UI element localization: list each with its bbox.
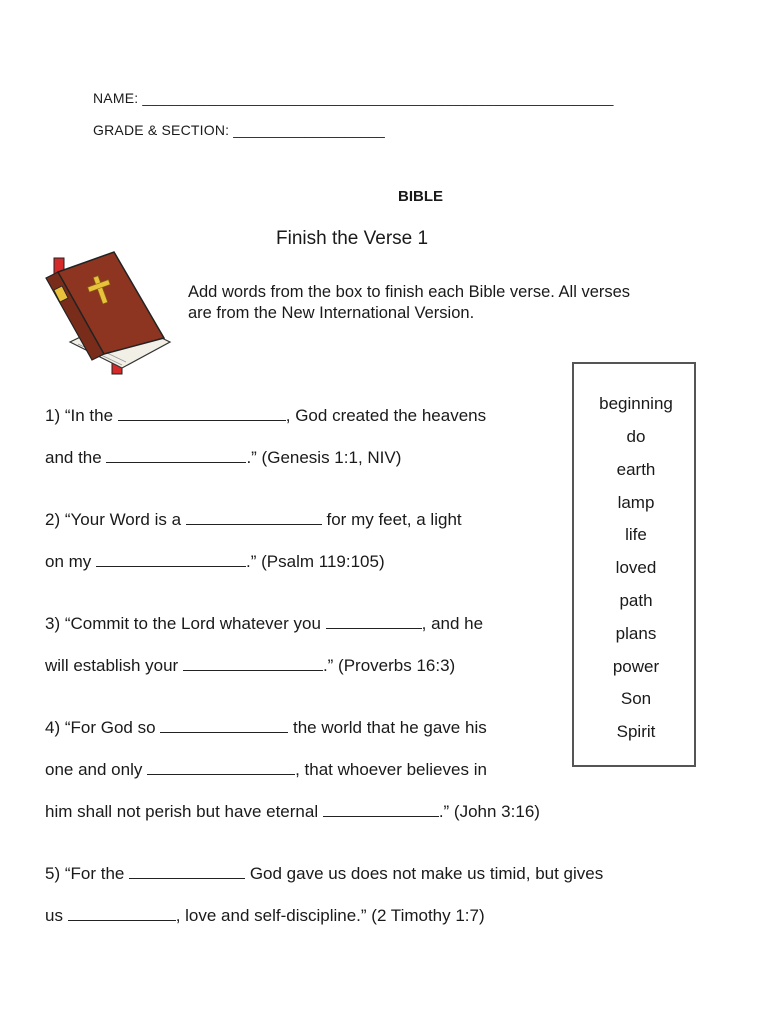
word-bank-item: Spirit bbox=[616, 722, 656, 741]
answer-blank[interactable] bbox=[323, 802, 439, 817]
word-bank-item: do bbox=[626, 427, 646, 446]
word-bank-item: earth bbox=[616, 460, 656, 479]
verse-text: , and he bbox=[421, 614, 484, 633]
bible-book-icon bbox=[40, 250, 180, 380]
verse-2-line-1 bbox=[45, 510, 462, 530]
answer-blank[interactable] bbox=[118, 406, 286, 421]
word-bank-item: path bbox=[619, 591, 653, 610]
word-bank-item: Son bbox=[620, 689, 652, 708]
word-bank-box bbox=[572, 362, 696, 767]
verse-2-line-2 bbox=[45, 552, 385, 572]
answer-blank[interactable] bbox=[147, 760, 295, 775]
verse-text: God gave us does not make us timid, but gives bbox=[245, 864, 604, 883]
verse-text: , love and self-discipline.” (2 Timothy 1:7) bbox=[175, 906, 485, 925]
answer-blank[interactable] bbox=[326, 614, 422, 629]
verse-3-line-1 bbox=[45, 614, 483, 634]
verse-1-line-2 bbox=[45, 448, 401, 468]
verse-text: 3) “Commit to the Lord whatever you bbox=[45, 614, 326, 633]
word-bank-item: loved bbox=[615, 558, 657, 577]
verse-text: and the bbox=[45, 448, 107, 467]
word-bank-item: beginning bbox=[599, 394, 673, 413]
verse-4-line-2 bbox=[45, 760, 487, 780]
verse-text: 5) “For the bbox=[45, 864, 130, 883]
verse-text: the world that he gave his bbox=[288, 718, 487, 737]
worksheet-subtitle: Finish the Verse 1 bbox=[276, 228, 429, 249]
verse-text: .” (Psalm 119:105) bbox=[246, 552, 385, 571]
answer-blank[interactable] bbox=[96, 552, 246, 567]
verse-4-line-1 bbox=[45, 718, 487, 738]
verse-text: 4) “For God so bbox=[45, 718, 161, 737]
verse-text: .” (Proverbs 16:3) bbox=[322, 656, 456, 675]
verse-text: .” (John 3:16) bbox=[438, 802, 540, 821]
answer-blank[interactable] bbox=[68, 906, 176, 921]
verse-text: one and only bbox=[45, 760, 148, 779]
verse-3-line-2 bbox=[45, 656, 455, 676]
verse-5-line-2 bbox=[45, 906, 485, 926]
word-bank-item: life bbox=[625, 525, 647, 544]
verse-text: 1) “In the bbox=[45, 406, 118, 425]
answer-blank[interactable] bbox=[186, 510, 322, 525]
name-field-label[interactable]: NAME: ___________________________________________________________ bbox=[93, 90, 614, 106]
answer-blank[interactable] bbox=[129, 864, 245, 879]
verse-text: , that whoever believes in bbox=[295, 760, 487, 779]
verse-text: will establish your bbox=[45, 656, 183, 675]
verse-text: 2) “Your Word is a bbox=[45, 510, 186, 529]
answer-blank[interactable] bbox=[160, 718, 288, 733]
verse-4-line-3 bbox=[45, 802, 540, 822]
verse-text: .” (Genesis 1:1, NIV) bbox=[246, 448, 402, 467]
verse-text: on my bbox=[45, 552, 97, 571]
word-bank-item: plans bbox=[615, 624, 657, 643]
word-bank-item: power bbox=[612, 657, 660, 676]
verse-text: him shall not perish but have eternal bbox=[45, 802, 323, 821]
answer-blank[interactable] bbox=[106, 448, 246, 463]
worksheet-title: BIBLE bbox=[398, 188, 443, 205]
answer-blank[interactable] bbox=[183, 656, 323, 671]
grade-section-field-label[interactable]: GRADE & SECTION: ___________________ bbox=[93, 122, 386, 138]
verse-text: us bbox=[45, 906, 68, 925]
verse-5-line-1 bbox=[45, 864, 603, 884]
verse-text: , God created the heavens bbox=[285, 406, 487, 425]
word-bank-item: lamp bbox=[617, 493, 655, 512]
verse-1-line-1 bbox=[45, 406, 486, 426]
instructions-text: Add words from the box to finish each Bible verse. All verses are from the New International Version. bbox=[188, 283, 631, 322]
verse-text: for my feet, a light bbox=[321, 510, 462, 529]
